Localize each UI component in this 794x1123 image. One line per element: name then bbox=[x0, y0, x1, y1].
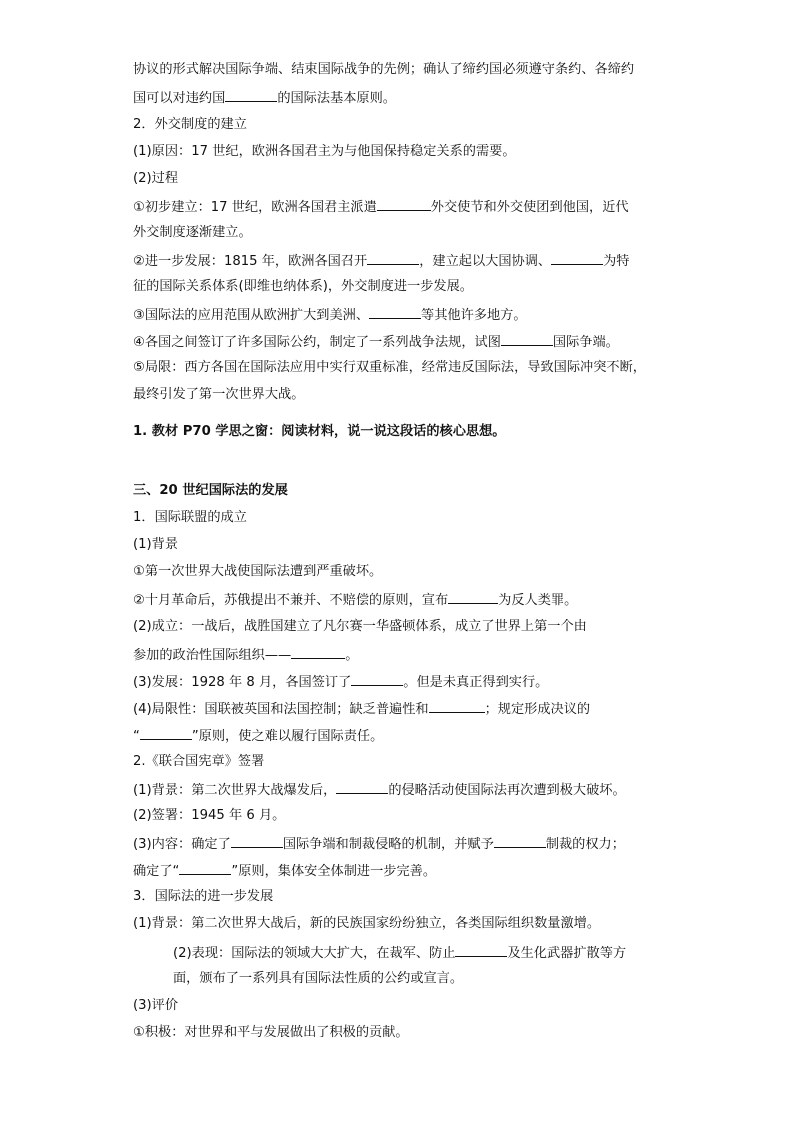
text-line: (3)评价 bbox=[133, 998, 179, 1013]
text-line: 征的国际关系体系(即维也纳体系)，外交制度进一步发展。 bbox=[133, 279, 473, 294]
text-line: ①初步建立：17 世纪，欧洲各国君主派遣 外交使节和外交使团到他国，近代 bbox=[133, 197, 663, 217]
text-line: ①第一次世界大战使国际法遭到严重破坏。 bbox=[133, 564, 383, 579]
fill-blank[interactable] bbox=[351, 672, 403, 686]
text-line: (1)背景 bbox=[133, 537, 179, 552]
text-line: ②进一步发展：1815 年，欧洲各国召开 ，建立起以大国协调、 为特 bbox=[133, 251, 663, 271]
section-heading: 2．外交制度的建立 bbox=[133, 117, 247, 132]
fill-blank[interactable] bbox=[179, 861, 231, 875]
fill-blank[interactable] bbox=[551, 251, 603, 265]
fill-blank[interactable] bbox=[455, 943, 507, 957]
text-line: 国可以对违约国 的国际法基本原则。 bbox=[133, 88, 663, 108]
text-line: 确定了“ ”原则，集体安全体制进一步完善。 bbox=[133, 861, 663, 881]
fill-blank[interactable] bbox=[231, 834, 283, 848]
fill-blank[interactable] bbox=[377, 197, 431, 211]
section-heading: 2.《联合国宪章》签署 bbox=[133, 754, 265, 769]
text-line: ①积极：对世界和平与发展做出了积极的贡献。 bbox=[133, 1025, 409, 1040]
text-line: (2)成立：一战后，战胜国建立了凡尔赛一华盛顿体系，成立了世界上第一个由 bbox=[133, 619, 587, 634]
text-line: (3)内容：确定了 国际争端和制裁侵略的机制，并赋予 制裁的权力； bbox=[133, 834, 663, 854]
question-prompt: 1. 教材 P70 学思之窗：阅读材料，说一说这段话的核心思想。 bbox=[133, 424, 506, 439]
fill-blank[interactable] bbox=[336, 780, 388, 794]
fill-blank[interactable] bbox=[367, 251, 419, 265]
fill-blank[interactable] bbox=[429, 699, 485, 713]
fill-blank[interactable] bbox=[448, 590, 498, 604]
text-line: 最终引发了第一次世界大战。 bbox=[133, 387, 305, 402]
text-line: 参加的政治性国际组织—— 。 bbox=[133, 645, 663, 665]
text-line: (2)表现：国际法的领域大大扩大，在裁军、防止 及生化武器扩散等方 bbox=[173, 943, 663, 963]
section-heading: 3．国际法的进一步发展 bbox=[133, 889, 274, 904]
text-line: (1)原因：17 世纪，欧洲各国君主为与他国保持稳定关系的需要。 bbox=[133, 144, 516, 159]
text-line: (1)背景：第二次世界大战爆发后， 的侵略活动使国际法再次遭到极大破坏。 bbox=[133, 780, 663, 800]
fill-blank[interactable] bbox=[140, 726, 192, 740]
text-line: ④各国之间签订了许多国际公约，制定了一系列战争法规，试图 国际争端。 bbox=[133, 332, 663, 352]
text-line: (1)背景：第二次世界大战后，新的民族国家纷纷独立，各类国际组织数量激增。 bbox=[133, 916, 601, 931]
fill-blank[interactable] bbox=[369, 305, 421, 319]
text-line: (4)局限性：国联被英国和法国控制；缺乏普遍性和 ；规定形成决议的 bbox=[133, 699, 663, 719]
text-line: 协议的形式解决国际争端、结束国际战争的先例；确认了缔约国必须遵守条约、各缔约 bbox=[133, 62, 635, 77]
fill-blank[interactable] bbox=[494, 834, 546, 848]
section-heading: 三、20 世纪国际法的发展 bbox=[133, 483, 288, 498]
text-line: 外交制度逐渐建立。 bbox=[133, 225, 252, 240]
text-line: (2)签署：1945 年 6 月。 bbox=[133, 808, 286, 823]
fill-blank[interactable] bbox=[501, 332, 553, 346]
section-heading: 1．国际联盟的成立 bbox=[133, 510, 247, 525]
text-line: ⑤局限：西方各国在国际法应用中实行双重标准，经常违反国际法，导致国际冲突不断， bbox=[133, 360, 646, 375]
text-line: ③国际法的应用范围从欧洲扩大到美洲、 等其他许多地方。 bbox=[133, 305, 663, 325]
text-line: (2)过程 bbox=[133, 171, 179, 186]
text-line: ②十月革命后，苏俄提出不兼并、不赔偿的原则，宣布 为反人类罪。 bbox=[133, 590, 663, 610]
text-line: 面，颁布了一系列具有国际法性质的公约或宣言。 bbox=[173, 971, 464, 986]
fill-blank[interactable] bbox=[291, 645, 345, 659]
fill-blank[interactable] bbox=[225, 88, 277, 102]
text-line: “ ”原则，使之难以履行国际责任。 bbox=[133, 726, 663, 746]
text-line: (3)发展：1928 年 8 月，各国签订了 。但是未真正得到实行。 bbox=[133, 672, 663, 692]
